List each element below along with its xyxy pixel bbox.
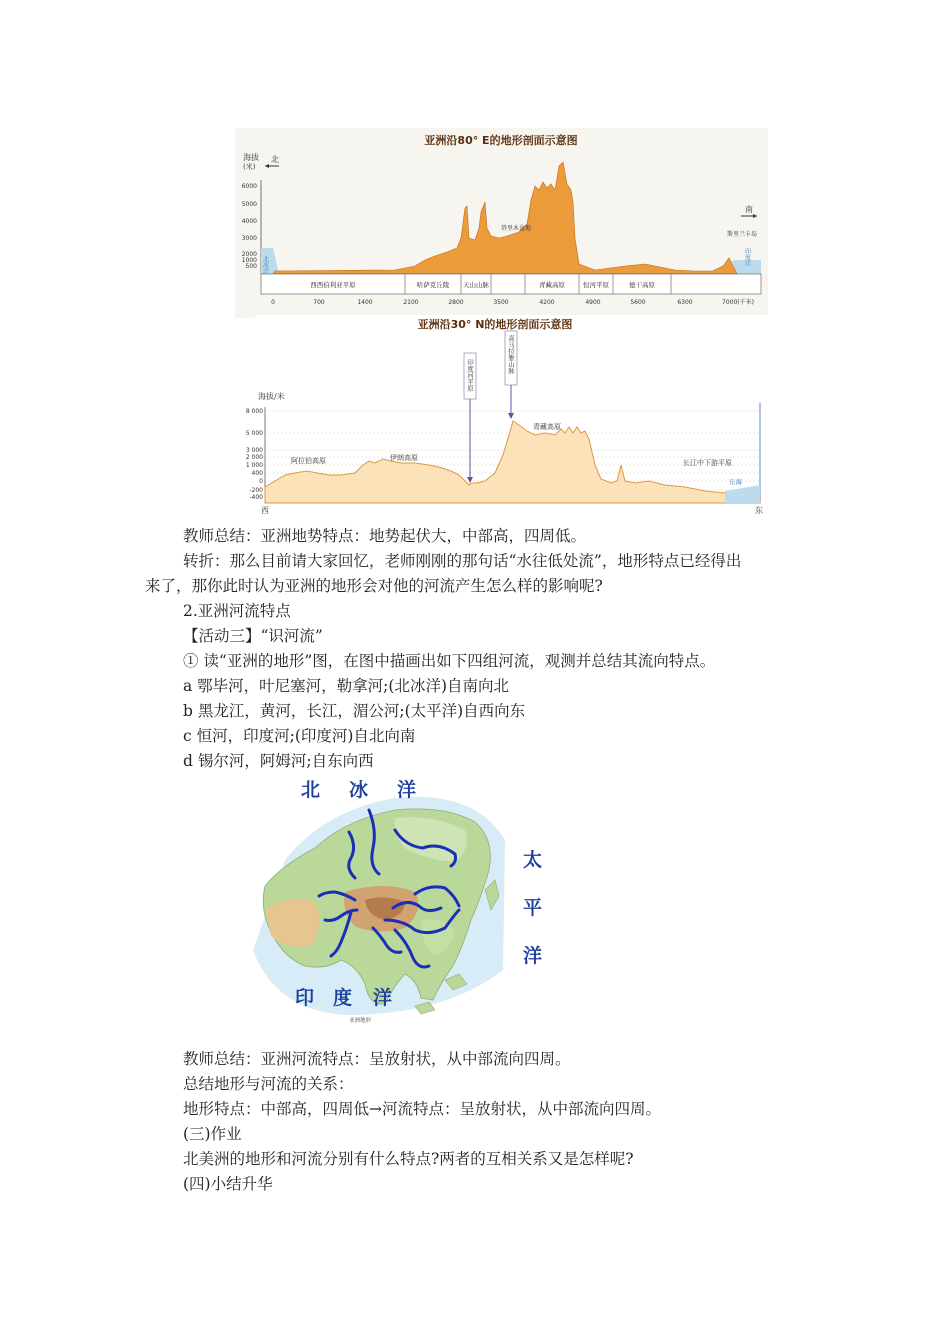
y-tick: -400 — [249, 494, 263, 501]
activity-instruction: ① 读“亚洲的地形”图，在图中描画出如下四组河流，观测并总结其流向特点。 — [183, 652, 716, 670]
region-label: 青藏高原 — [539, 281, 565, 289]
pacific-ocean-char: 太 — [523, 849, 543, 871]
river-group-a: a 鄂毕河，叶尼塞河，勒拿河;(北冰洋)自南向北 — [183, 677, 509, 695]
east-label: 东 — [755, 506, 763, 515]
y-tick: 3 000 — [245, 447, 263, 454]
homework-heading: (三)作业 — [183, 1125, 242, 1143]
x-tick: 5600 — [630, 299, 646, 306]
relation-summary: 地形特点：中部高，四周低→河流特点：呈放射状，从中部流向四周。 — [183, 1100, 661, 1118]
profile-30n-ylabel: 海拔/米 — [258, 392, 285, 401]
x-tick: 4900 — [585, 299, 601, 306]
summary-heading: (四)小结升华 — [183, 1175, 273, 1193]
y-tick: 5 000 — [245, 430, 263, 437]
pacific-ocean-char: 平 — [523, 897, 543, 919]
profile-80e-ylabel: 海拔 — [243, 153, 259, 162]
x-tick: 7000(千米) — [722, 299, 754, 306]
arctic-label: 北冰洋 — [261, 256, 269, 274]
arctic-ocean-char: 洋 — [397, 779, 417, 801]
indus-label: 印度河平原 — [466, 359, 474, 392]
river-group-b: b 黑龙江，黄河，长江，湄公河;(太平洋)自西向东 — [183, 702, 526, 720]
region-label: 西西伯利亚平原 — [310, 281, 356, 289]
west-label: 西 — [261, 506, 269, 515]
x-tick: 1400 — [357, 299, 373, 306]
east-sea-area — [725, 485, 760, 503]
profile-80e-figure — [235, 128, 768, 318]
section-heading-rivers: 2.亚洲河流特点 — [183, 602, 291, 620]
y-tick: 2 000 — [245, 454, 263, 461]
y-tick: 3000 — [241, 235, 257, 242]
region-label: 哈萨克丘陵 — [416, 281, 450, 289]
region-label: 恒河平原 — [583, 281, 609, 289]
transition-line-2: 来了，那你此时认为亚洲的地形会对他的河流产生怎么样的影响呢? — [145, 577, 603, 595]
relation-heading: 总结地形与河流的关系： — [183, 1075, 354, 1093]
homework-question: 北美洲的地形和河流分别有什么特点?两者的互相关系又是怎样呢? — [183, 1150, 634, 1168]
asia-rivers-map — [245, 770, 555, 1025]
region-label: 德干高原 — [629, 281, 655, 289]
y-tick: 6000 — [241, 183, 257, 190]
profile-80e-title: 亚洲沿80° E的地形剖面示意图 — [424, 134, 578, 147]
x-tick: 700 — [313, 299, 325, 306]
profile-80e-chart — [235, 128, 768, 318]
qingzang-label: 青藏高原 — [533, 423, 561, 431]
profile-30n-title: 亚洲沿30° N的地形剖面示意图 — [417, 318, 573, 331]
arctic-ocean-char: 冰 — [349, 779, 369, 801]
arctic-ocean-char: 北 — [301, 779, 321, 801]
sea-label: 东海 — [729, 478, 742, 486]
indian-label: 印度洋 — [743, 248, 751, 266]
map-caption: 亚洲地形 — [349, 1018, 372, 1024]
teacher-summary-rivers: 教师总结：亚洲河流特点：呈放射状，从中部流向四周。 — [183, 1050, 571, 1068]
x-tick: 2800 — [448, 299, 464, 306]
pacific-ocean-char: 洋 — [523, 945, 543, 967]
iran-label: 伊朗高原 — [390, 454, 418, 462]
y-tick: 0 — [259, 478, 263, 485]
srilanka-label: 斯里兰卡岛 — [727, 231, 758, 238]
y-tick: 4000 — [241, 218, 257, 225]
indian-ocean-char: 印 — [295, 987, 315, 1009]
x-tick: 3500 — [493, 299, 509, 306]
himalaya-label: 喜马拉雅山脉 — [507, 335, 515, 374]
tarim-label: 塔里木盆地 — [501, 225, 532, 232]
x-tick: 0 — [271, 299, 275, 306]
x-tick: 4200 — [539, 299, 555, 306]
arabia-label: 阿拉伯高原 — [291, 457, 326, 465]
profile-80e-yunit: (米) — [243, 163, 256, 171]
y-tick: 1000 — [241, 257, 257, 264]
y-tick: -200 — [249, 487, 263, 494]
y-tick: 400 — [251, 470, 263, 477]
y-tick: 8 000 — [245, 408, 263, 415]
profile-30n-figure — [245, 315, 770, 515]
y-tick: 1 000 — [245, 462, 263, 469]
x-tick: 6300 — [677, 299, 693, 306]
river-group-c: c 恒河，印度河;(印度河)自北向南 — [183, 727, 416, 745]
y-tick: 500 — [245, 263, 257, 270]
north-label: 北 — [271, 155, 279, 164]
profile-30n-chart — [245, 315, 770, 515]
indian-ocean-char: 洋 — [373, 987, 393, 1009]
changjiang-label: 长江中下游平原 — [683, 459, 732, 467]
region-label: 天山山脉 — [463, 281, 489, 289]
activity-three-heading: 【活动三】“识河流” — [183, 627, 323, 645]
south-label: 南 — [745, 205, 753, 214]
y-tick: 5000 — [241, 201, 257, 208]
y-tick: 2000 — [241, 251, 257, 258]
river-group-d: d 锡尔河，阿姆河;自东向西 — [183, 752, 374, 770]
x-tick: 2100 — [403, 299, 419, 306]
asia-rivers-map-svg — [245, 770, 555, 1025]
teacher-summary-terrain: 教师总结：亚洲地势特点：地势起伏大，中部高，四周低。 — [183, 527, 587, 545]
transition-line-1: 转折：那么目前请大家回忆，老师刚刚的那句话“水往低处流”，地形特点已经得出 — [183, 552, 742, 570]
indian-ocean-char: 度 — [333, 987, 353, 1009]
